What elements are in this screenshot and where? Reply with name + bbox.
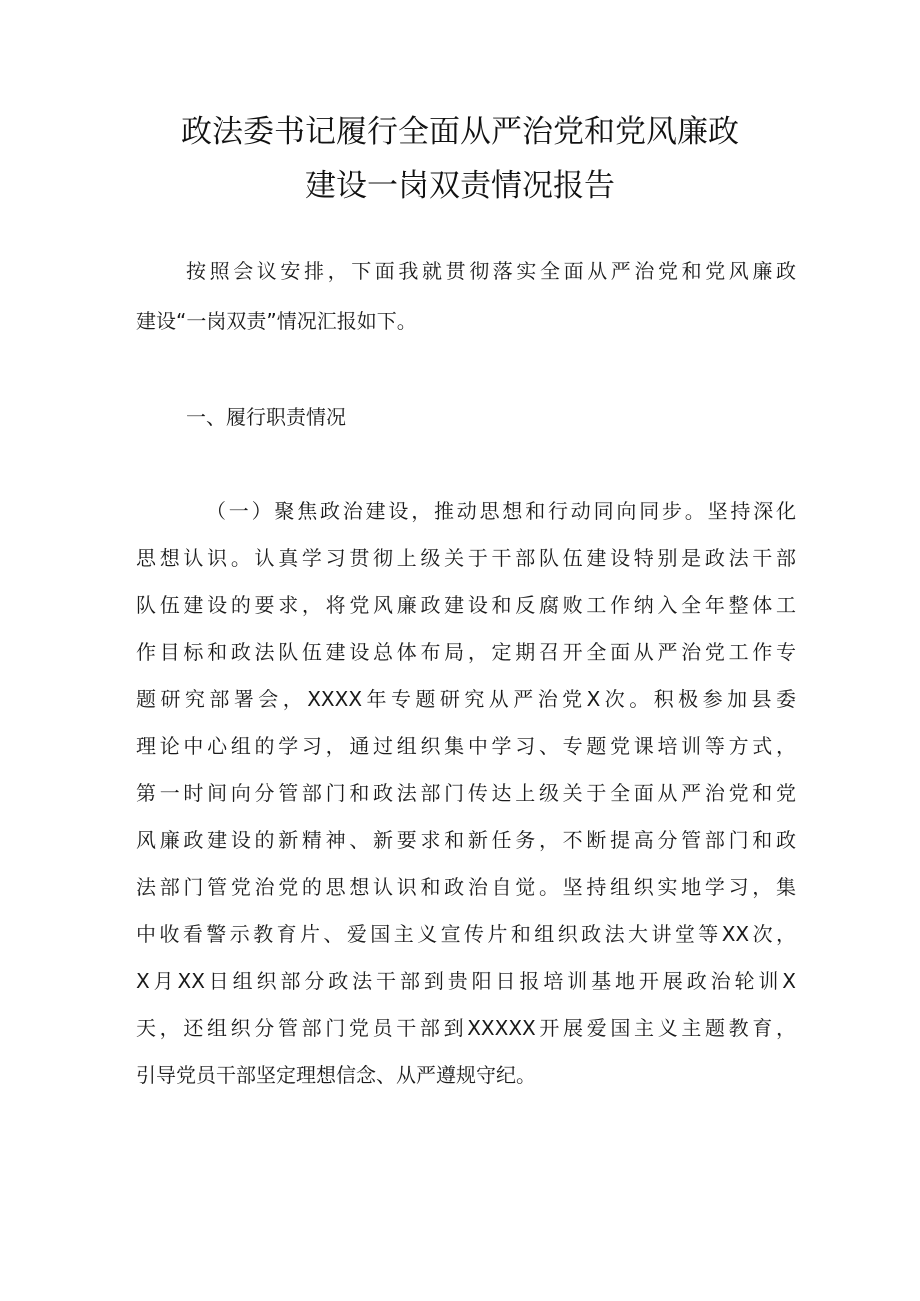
paragraph-line: 天，还组织分管部门党员干部到XXXXX开展爱国主义主题教育， xyxy=(136,1016,796,1040)
paragraph-line: 思想认识。认真学习贯彻上级关于干部队伍建设特别是政法干部 xyxy=(136,546,796,570)
paragraph-line: 理论中心组的学习，通过组织集中学习、专题党课培训等方式， xyxy=(136,734,796,758)
paragraph-line: X月XX日组织部分政法干部到贵阳日报培训基地开展政治轮训X xyxy=(136,969,796,993)
paragraph-line-last: 引导党员干部坚定理想信念、从严遵规守纪。 xyxy=(136,1063,536,1087)
document-title-line-2: 建设一岗双责情况报告 xyxy=(305,168,615,204)
paragraph-line: 中收看警示教育片、爱国主义宣传片和组织政法大讲堂等XX次， xyxy=(136,922,796,946)
paragraph-line: 第一时间向分管部门和政法部门传达上级关于全面从严治党和党 xyxy=(136,781,796,805)
document-title-line-1: 政法委书记履行全面从严治党和党风廉政 xyxy=(181,114,739,150)
paragraph-line: 题研究部署会，XXXX年专题研究从严治党X次。积极参加县委 xyxy=(136,687,796,711)
paragraph-line: 风廉政建设的新精神、新要求和新任务，不断提高分管部门和政 xyxy=(136,828,796,852)
intro-line-1: 按照会议安排，下面我就贯彻落实全面从严治党和党风廉政 xyxy=(186,259,796,283)
paragraph-line: 队伍建设的要求，将党风廉政建设和反腐败工作纳入全年整体工 xyxy=(136,593,796,617)
section-heading: 一、履行职责情况 xyxy=(186,405,346,429)
paragraph-line: 作目标和政法队伍建设总体布局，定期召开全面从严治党工作专 xyxy=(136,640,796,664)
intro-line-2: 建设“一岗双责”情况汇报如下。 xyxy=(136,309,417,333)
paragraph-line: 法部门管党治党的思想认识和政治自觉。坚持组织实地学习，集 xyxy=(136,875,796,899)
paragraph-line: （一）聚焦政治建设，推动思想和行动同向同步。坚持深化 xyxy=(206,499,796,523)
